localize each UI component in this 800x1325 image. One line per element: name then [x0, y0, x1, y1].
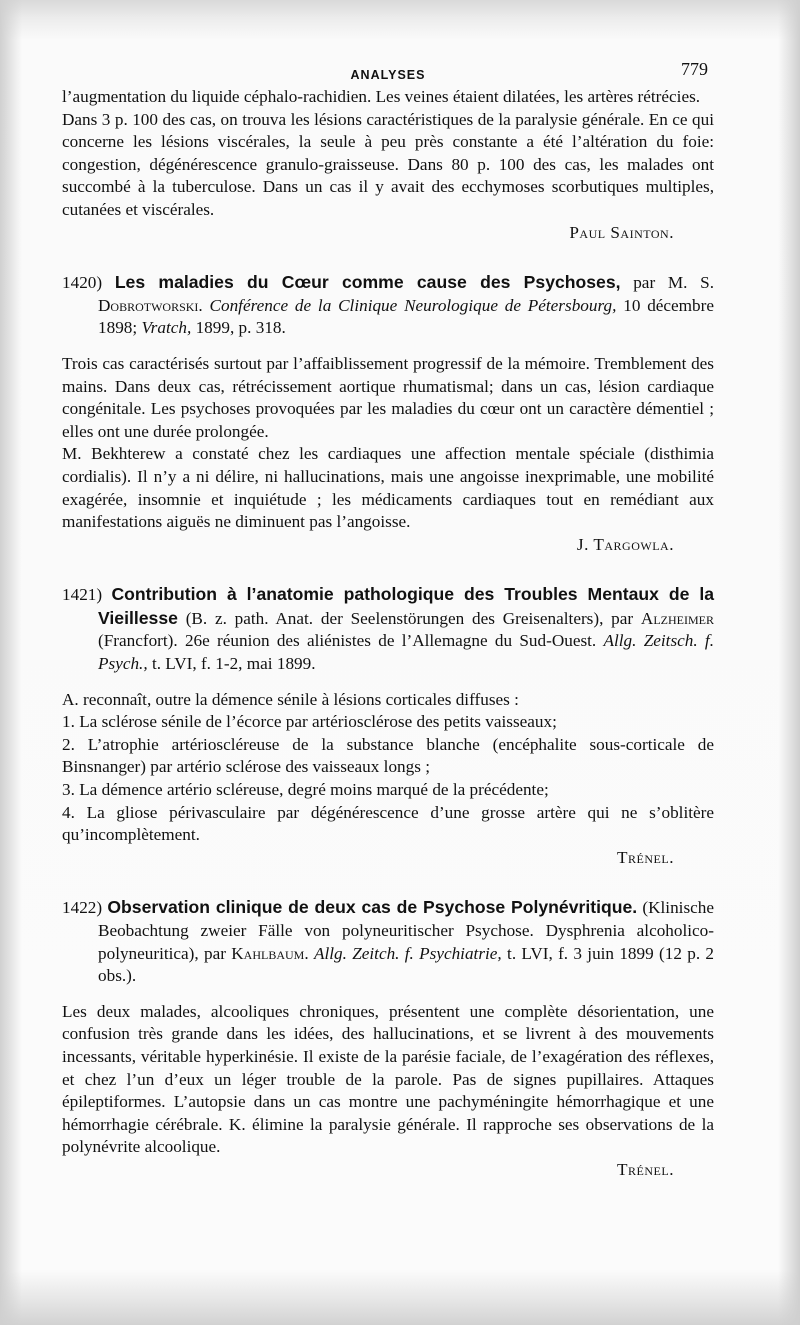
article-author: Alzheimer [640, 608, 714, 628]
article-1421-body [62, 689, 714, 870]
article-ref-prefix: (B. z. path. Anat. der Seelenstörungen des Greisenalters), par [177, 608, 641, 628]
article-title: Les maladies du Cœur comme cause des Psychoses, [114, 272, 621, 293]
article-list-item: 2. L’atrophie artérioscléreuse de la substance blanche (encéphalite sous-corticale de Binsnanger) par artério sclérose des vaisseaux longs ; [62, 734, 714, 777]
article-number: 1421) [62, 585, 103, 605]
article-paragraph: Les deux malades, alcooliques chroniques, présentent une complète désorientation, une confusion très grande dans les idées, des hallucinations, et se livrent à des mouvements incessants, véritable hyperkinésie. Il existe de la parésie faciale, de l’exagération des réflexes, et chez l’un d’eux un léger trouble de la parole. Pas de signes pupillaires. Attaques épileptiformes. L’autopsie dans un cas montre une pachyméningite hémorrhagique et une hémorrhagie cérébrale. K. élimine la paralysie générale. Il rapproche ses observations de la polynévrite alcoolique. [62, 1001, 714, 1157]
article-list-item: 1. La sclérose sénile de l’écorce par artériosclérose des petits vaisseaux; [62, 712, 557, 732]
page-edge-shadow-right [778, 0, 800, 1325]
article-ref-italic: Allg. Zeitsch. f. Psych., [98, 631, 714, 674]
article-1420-body [62, 353, 714, 556]
article-ref-italic-2: Vratch, [141, 318, 192, 338]
article-author: Kahlbaum. [231, 943, 309, 963]
article-signature: Trénel. [617, 847, 674, 867]
article-author: Dobrotworski. [98, 295, 203, 315]
running-head [62, 58, 714, 86]
article-ref-mid: 10 décembre 1898; [98, 295, 714, 338]
article-paragraph: Trois cas caractérisés surtout par l’affaiblissement progressif de la mémoire. Tremblement des mains. Dans deux cas, rétrécissement aortique rhumatismal; dans un cas, lésion cardiaque congénitale. Les psychoses provoquées par les maladies du cœur ont un caractère démentiel ; elles ont une durée prolongée. [62, 353, 714, 441]
article-1422-body [62, 1001, 714, 1182]
article-list-item: 4. La gliose périvasculaire par dégénérescence d’une grosse artère qui ne s’oblitère qu’incomplètement. [62, 802, 714, 845]
article-list-item: 3. La démence artério scléreuse, degré moins marqué de la précédente; [62, 780, 549, 800]
intro-paragraph-1: l’augmentation du liquide céphalo-rachidien. Les veines étaient dilatées, les artères rétrécies. [62, 87, 701, 106]
article-ref-italic: Allg. Zeitch. f. Psychiatrie, [313, 943, 502, 963]
article-number: 1422) [62, 898, 103, 918]
article-1422-heading [62, 896, 714, 987]
intro-signature: Paul Sainton. [569, 222, 674, 242]
article-paragraph: A. reconnaît, outre la démence sénile à lésions corticales diffuses : [62, 689, 519, 709]
running-head-title: ANALYSES [350, 68, 426, 82]
intro-paragraph-2: Dans 3 p. 100 des cas, on trouva les lésions caractéristiques de la paralysie générale. En ce qui concerne les lésions viscérales, la seule à peu près constante a été l’altération du foie: congestion, dégénérescence granulo-graisseuse. Dans 80 p. 100 des cas, les malades ont succombé à la tuberculose. Dans un cas il y avait des ecchymoses scorbutiques multiples, cutanées et viscérales. [62, 109, 714, 219]
article-ref-end: t. LVI, f. 1-2, mai 1899. [147, 654, 316, 674]
article-signature: Trénel. [617, 1159, 674, 1179]
article-ref-mid: (Francfort). 26e réunion des aliénistes de l’Allemagne du Sud-Ouest. [98, 631, 604, 651]
article-1420-heading [62, 271, 714, 340]
article-paragraph: M. Bekhterew a constaté chez les cardiaques une affection mentale spéciale (disthimia cordialis). Il n’y a ni délire, ni hallucinations, mais une angoisse inexprimable, une mobilité exagérée, insomnie et inquiétude ; les médicaments cardiaques tout en remédiant aux manifestations aiguës ne diminuent pas l’angoisse. [62, 444, 714, 532]
article-number: 1420) [62, 273, 103, 293]
page-number: 779 [681, 59, 708, 79]
article-ref-italic: Conférence de la Clinique Neurologique de Pétersbourg, [209, 295, 617, 315]
article-ref-prefix: (Klinische Beobachtung zweier Fälle von polyneuritischer Psychose. Dysphrenia alcoholico-polyneuritica), par [98, 898, 714, 963]
page-content [62, 58, 714, 1182]
article-title: Contribution à l’anatomie pathologique des Troubles Mentaux de la Vieillesse [98, 584, 714, 628]
article-title: Observation clinique de deux cas de Psychose Polynévritique. [107, 897, 638, 918]
article-ref-prefix: par M. S. [620, 273, 714, 293]
article-1421-heading [62, 583, 714, 675]
article-ref-end: t. LVI, f. 3 juin 1899 (12 p. 2 obs.). [98, 943, 715, 986]
article-ref-end: 1899, p. 318. [191, 318, 286, 338]
article-signature: J. Targowla. [576, 534, 674, 554]
page-edge-shadow-left [0, 0, 22, 1325]
